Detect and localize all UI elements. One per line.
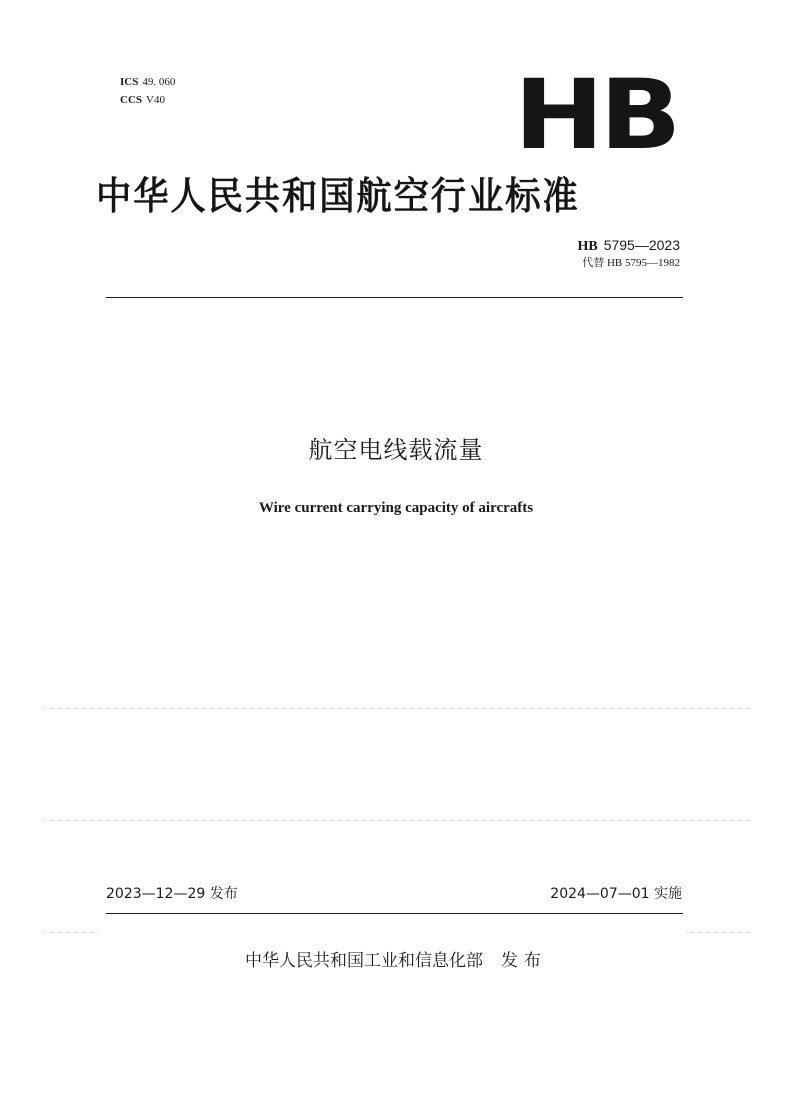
faint-divider	[40, 820, 752, 821]
publish-action: 发布	[501, 951, 547, 971]
document-title-en: Wire current carrying capacity of aircrafts	[258, 500, 534, 516]
header-divider	[106, 297, 683, 298]
ics-label: ICS	[120, 76, 139, 88]
ics-value: 49. 060	[142, 76, 176, 88]
standard-number-prefix: HB	[577, 239, 598, 254]
ccs-value: V40	[146, 94, 165, 106]
issue-date: 2023—12—29 发布	[106, 886, 238, 902]
ccs-code	[120, 93, 165, 107]
document-title-cn: 航空电线载流量	[308, 436, 484, 464]
publisher-name: 中华人民共和国工业和信息化部	[245, 951, 483, 971]
faint-divider	[40, 932, 100, 933]
implementation-date: 2024—07—01 实施	[550, 886, 682, 902]
hb-logo: HB	[514, 59, 677, 171]
standard-number-value: 5795—2023	[603, 237, 680, 253]
faint-divider	[40, 708, 752, 709]
ccs-label: CCS	[120, 94, 143, 106]
standard-type-heading: 中华人民共和国航空行业标准	[96, 174, 580, 218]
footer-divider	[106, 913, 683, 914]
faint-divider	[686, 932, 752, 933]
replaces-note: 代替 HB 5795—1982	[582, 257, 680, 269]
ics-code	[120, 75, 175, 89]
publisher-line	[0, 950, 792, 972]
standard-number	[577, 236, 680, 256]
